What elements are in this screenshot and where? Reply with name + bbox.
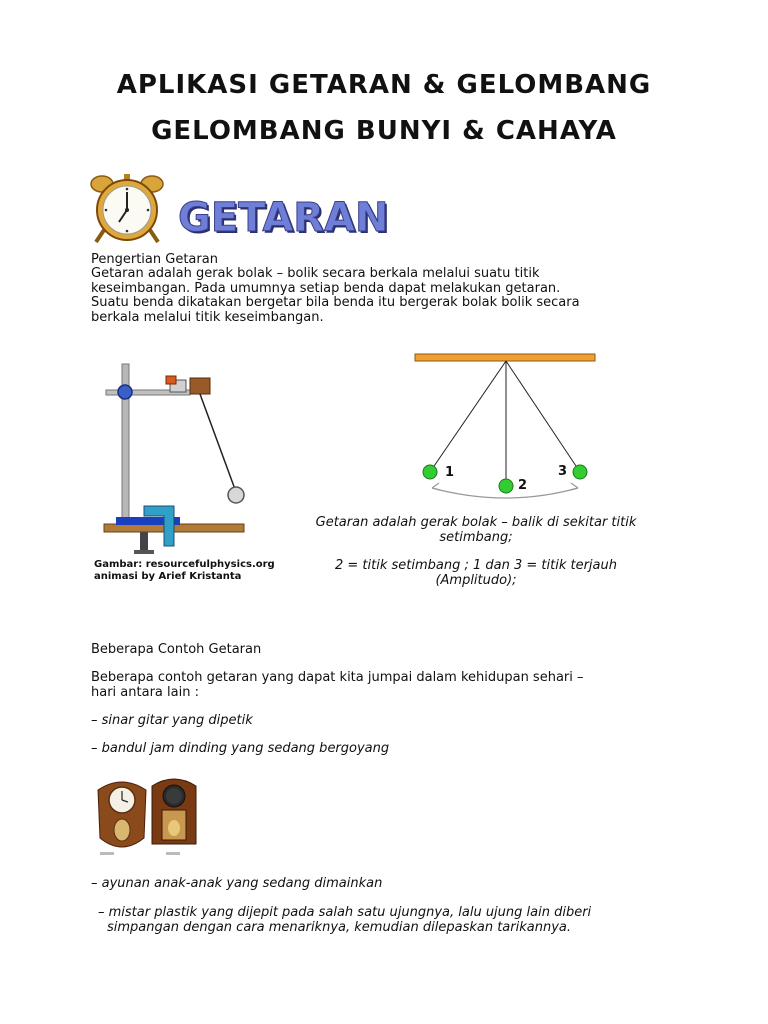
paragraph-line: Beberapa contoh getaran yang dapat kita jumpai dalam kehidupan sehari – [91, 670, 584, 685]
page-subtitle: GELOMBANG BUNYI & CAHAYA [151, 116, 617, 146]
paragraph-pengertian [91, 267, 580, 325]
alarm-clock-icon [88, 172, 168, 244]
paragraph-line: Suatu benda dikatakan bergetar bila benda itu bergerak bolak bolik secara [91, 295, 580, 310]
paragraph-line: berkala melalui titik keseimbangan. [91, 309, 324, 325]
caption-line: setimbang; [439, 530, 513, 545]
section-heading-pengertian: Pengertian Getaran [91, 252, 218, 267]
figure-left-caption [94, 559, 275, 583]
paragraph-line: Getaran adalah gerak bolak – bolik secara berkala melalui suatu titik [91, 266, 540, 281]
paragraph-line: – mistar plastik yang dijepit pada salah satu ujungnya, lalu ujung lain diberi [98, 905, 592, 920]
wall-clock-icon [92, 772, 202, 860]
paragraph-line: keseimbangan. Pada umumnya setiap benda dapat melakukan getaran. [91, 280, 561, 296]
example-item-ayunan: – ayunan anak-anak yang sedang dimainkan [91, 876, 383, 891]
caption-author: animasi by Arief Kristanta [94, 571, 242, 582]
caption-line: 2 = titik setimbang ; 1 dan 3 = titik terjauh [334, 558, 617, 573]
example-item-gitar: – sinar gitar yang dipetik [91, 713, 253, 728]
caption-line: Getaran adalah gerak bolak – balik di sekitar titik [315, 515, 637, 530]
paragraph-line: simpangan dengan cara menariknya, kemudian dilepaskan tarikannya. [107, 919, 571, 935]
section-heading-contoh: Beberapa Contoh Getaran [91, 642, 262, 657]
pendulum-stand-illustration [100, 356, 250, 562]
figure-right-caption [286, 515, 666, 588]
example-item-bandul: – bandul jam dinding yang sedang bergoyang [91, 741, 390, 756]
paragraph-contoh-intro [91, 671, 584, 700]
example-item-mistar [98, 906, 698, 935]
position-label-2: 2 [518, 478, 528, 493]
paragraph-line: hari antara lain : [91, 684, 199, 700]
pendulum-positions-diagram [410, 348, 610, 500]
caption-source: Gambar: resourcefulphysics.org [94, 559, 275, 570]
getaran-logo-text: GETARAN [178, 195, 389, 241]
page-title: APLIKASI GETARAN & GELOMBANG [116, 70, 652, 100]
caption-line: (Amplitudo); [435, 573, 517, 588]
position-label-1: 1 [445, 465, 455, 480]
position-label-3: 3 [558, 464, 568, 479]
